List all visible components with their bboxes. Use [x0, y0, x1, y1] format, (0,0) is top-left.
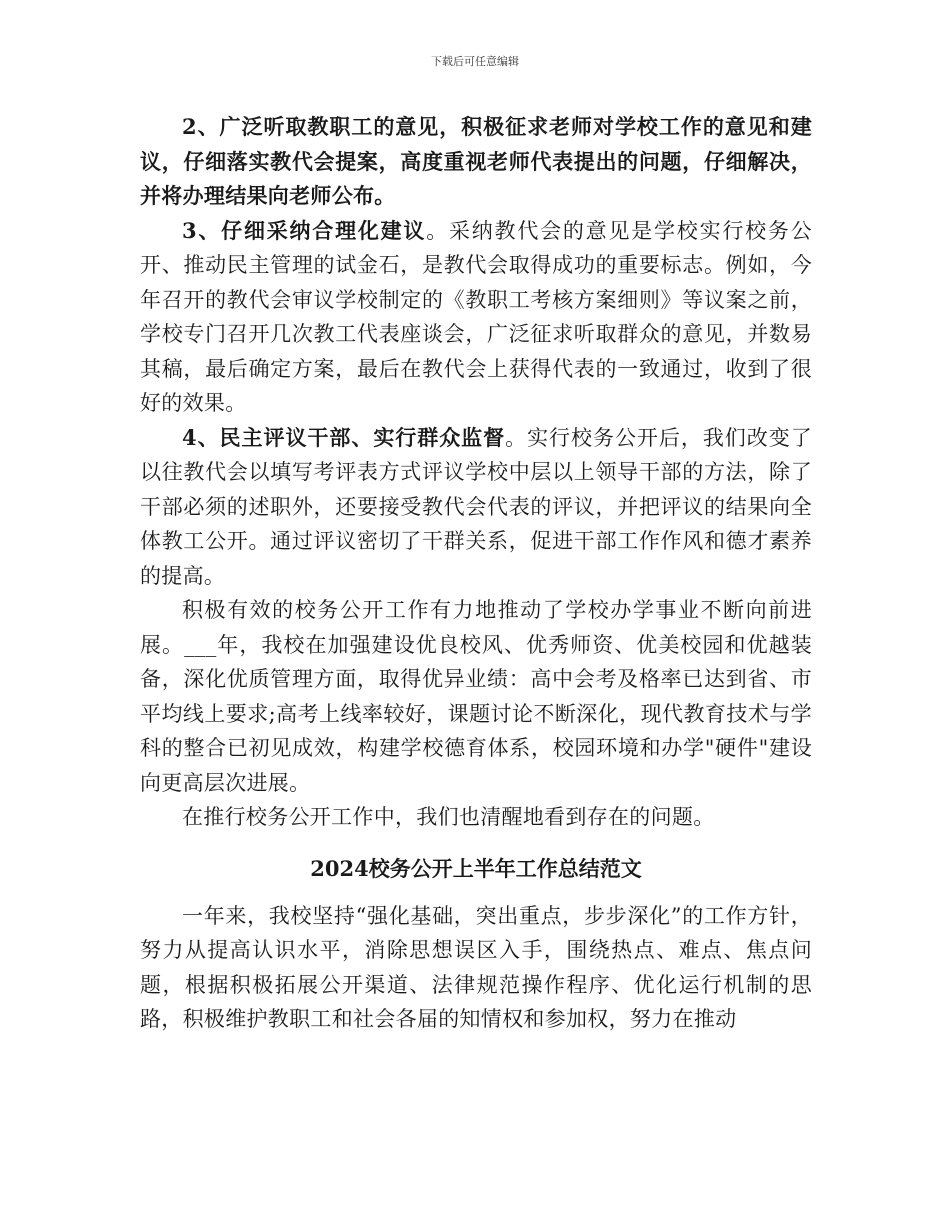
- paragraph-lead-3: 3、仔细采纳合理化建议: [182, 217, 427, 243]
- paragraph-text-3: 。采纳教代会的意见是学校实行校务公开、推动民主管理的试金石，是教代会取得成功的重要标志。例如，今年召开的教代会审议学校制定的《教职工考核方案细则》等议案之前，学校专门召开几次教工代表座谈会，广泛征求听取群众的意见，并数易其稿，最后确定方案，最后在教代会上获得代表的一致通过，收到了很好的效果。: [140, 218, 812, 415]
- section-title: 2024校务公开上半年工作总结范文: [310, 855, 642, 881]
- paragraph-problems: 在推行校务公开工作中，我们也清醒地看到存在的问题。: [182, 805, 715, 829]
- paragraph-text-4: 。实行校务公开后，我们改变了以往教代会以填写考评表方式评议学校中层以上领导干部的方法，除了干部必须的述职外，还要接受教代会代表的评议，并把评议的结果向全体教工公开。通过评议密切了干群关系，促进干部工作作风和德才素养的提高。: [140, 425, 812, 588]
- page-header-note: 下载后可任意编辑: [431, 55, 519, 68]
- paragraph-intro: 一年来，我校坚持“强化基础，突出重点，步步深化”的工作方针，努力从提高认识水平，消除思想误区入手，围绕热点、难点、焦点问题，根据积极拓展公开渠道、法律规范操作程序、优化运行机制的思路，积极维护教职工和社会各届的知情权和参加权，努力在推动: [140, 903, 812, 1031]
- paragraph-item-3: [140, 214, 812, 421]
- paragraph-achievements: 积极有效的校务公开工作有力地推动了学校办学事业不断向前进展。___年，我校在加强建设优良校风、优秀师资、优美校园和优越装备，深化优质管理方面，取得优异业绩：高中会考及格率已达到省、市平均线上要求;高考上线率较好，课题讨论不断深化，现代教育技术与学科的整合已初见成效，构建学校德育体系，校园环境和办学"硬件"建设向更高层次进展。: [140, 598, 812, 795]
- paragraph-item-2: 2、广泛听取教职工的意见，积极征求老师对学校工作的意见和建议，仔细落实教代会提案，高度重视老师代表提出的问题，仔细解决，并将办理结果向老师公布。: [140, 114, 812, 208]
- document-body: [140, 110, 812, 1037]
- paragraph-item-4: [140, 421, 812, 594]
- paragraph-lead-4: 4、民主评议干部、实行群众监督: [182, 424, 506, 450]
